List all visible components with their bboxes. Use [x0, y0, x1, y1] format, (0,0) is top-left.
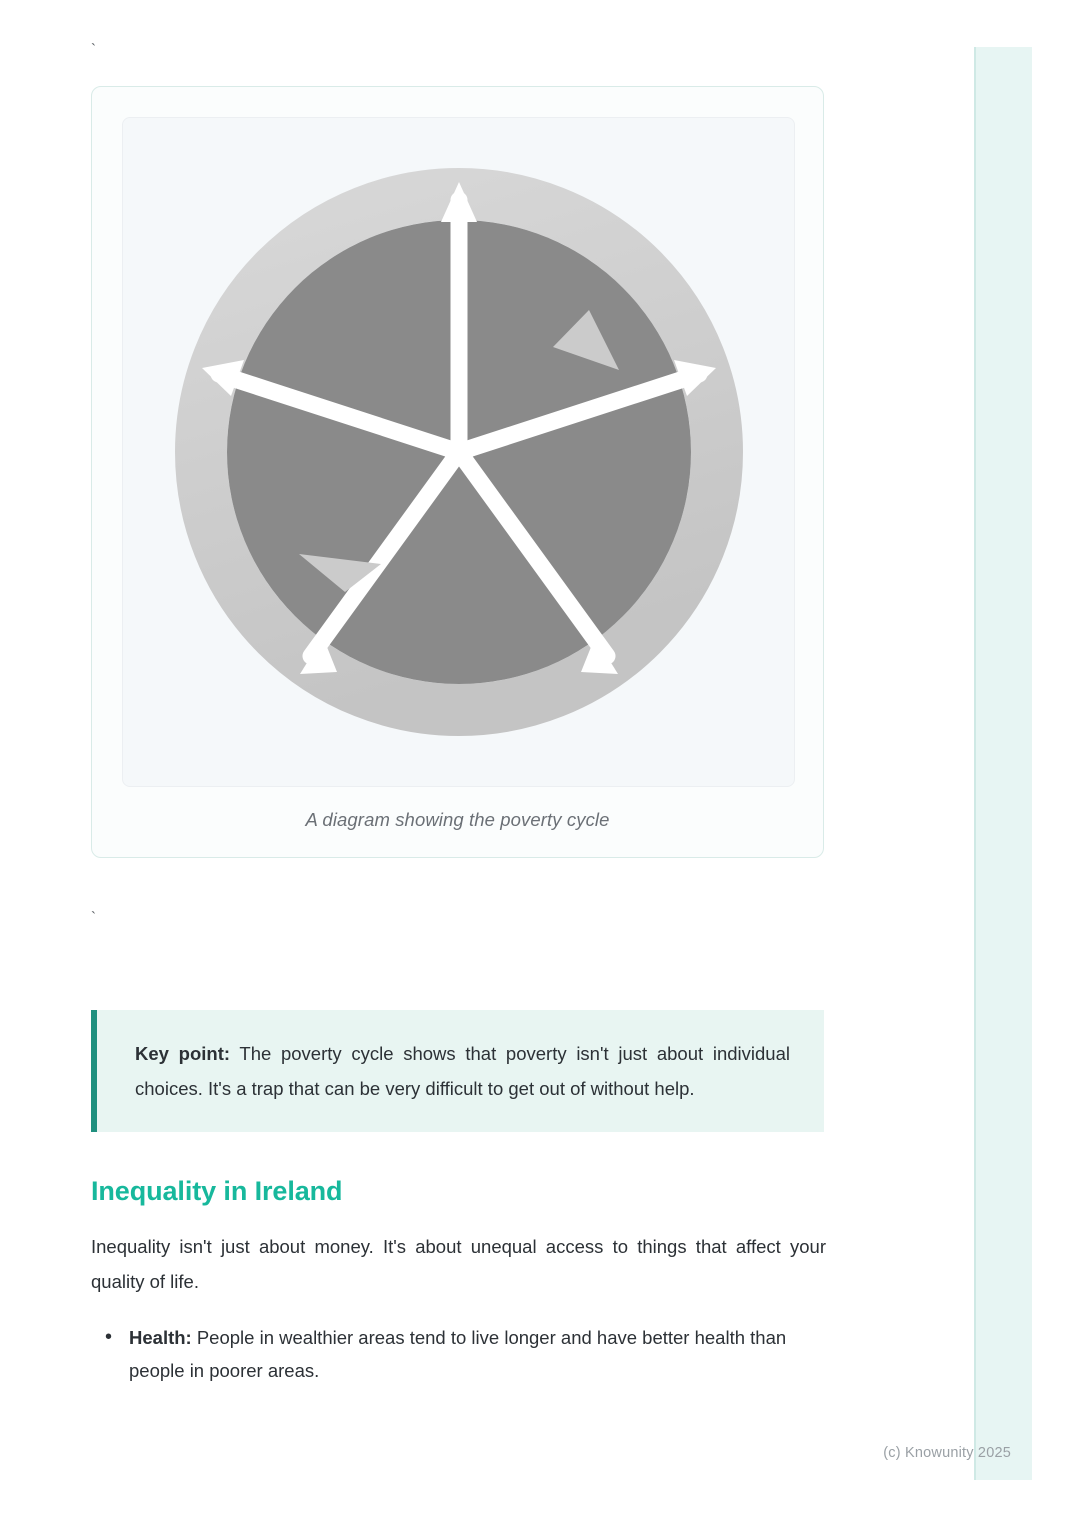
tick-mark-top: `	[91, 41, 96, 58]
page-accent-strip	[974, 47, 1032, 1480]
bullet-term-health: Health:	[129, 1327, 192, 1348]
key-point-body: The poverty cycle shows that poverty isn't just about individual choices. It's a trap that can be very difficult to get out of without help.	[135, 1043, 790, 1099]
figure-caption: A diagram showing the poverty cycle	[305, 809, 610, 830]
poverty-cycle-diagram-icon	[149, 142, 769, 762]
tick-mark-middle: `	[91, 909, 96, 926]
figure-card	[91, 86, 824, 858]
inequality-bullet-list	[91, 1321, 826, 1387]
footer-copyright: (c) Knowunity 2025	[883, 1445, 1011, 1461]
key-point-text	[135, 1036, 790, 1106]
key-point-callout	[91, 1010, 824, 1132]
bullet-text-health: People in wealthier areas tend to live longer and have better health than people in poorer areas.	[129, 1327, 787, 1381]
figure-image-area	[122, 117, 795, 787]
page-content	[91, 40, 826, 1387]
list-item	[125, 1321, 826, 1387]
section-intro-paragraph: Inequality isn't just about money. It's about unequal access to things that affect your quality of life.	[91, 1236, 826, 1292]
key-point-label: Key point:	[135, 1043, 231, 1064]
section-title-inequality: Inequality in Ireland	[91, 1176, 343, 1206]
